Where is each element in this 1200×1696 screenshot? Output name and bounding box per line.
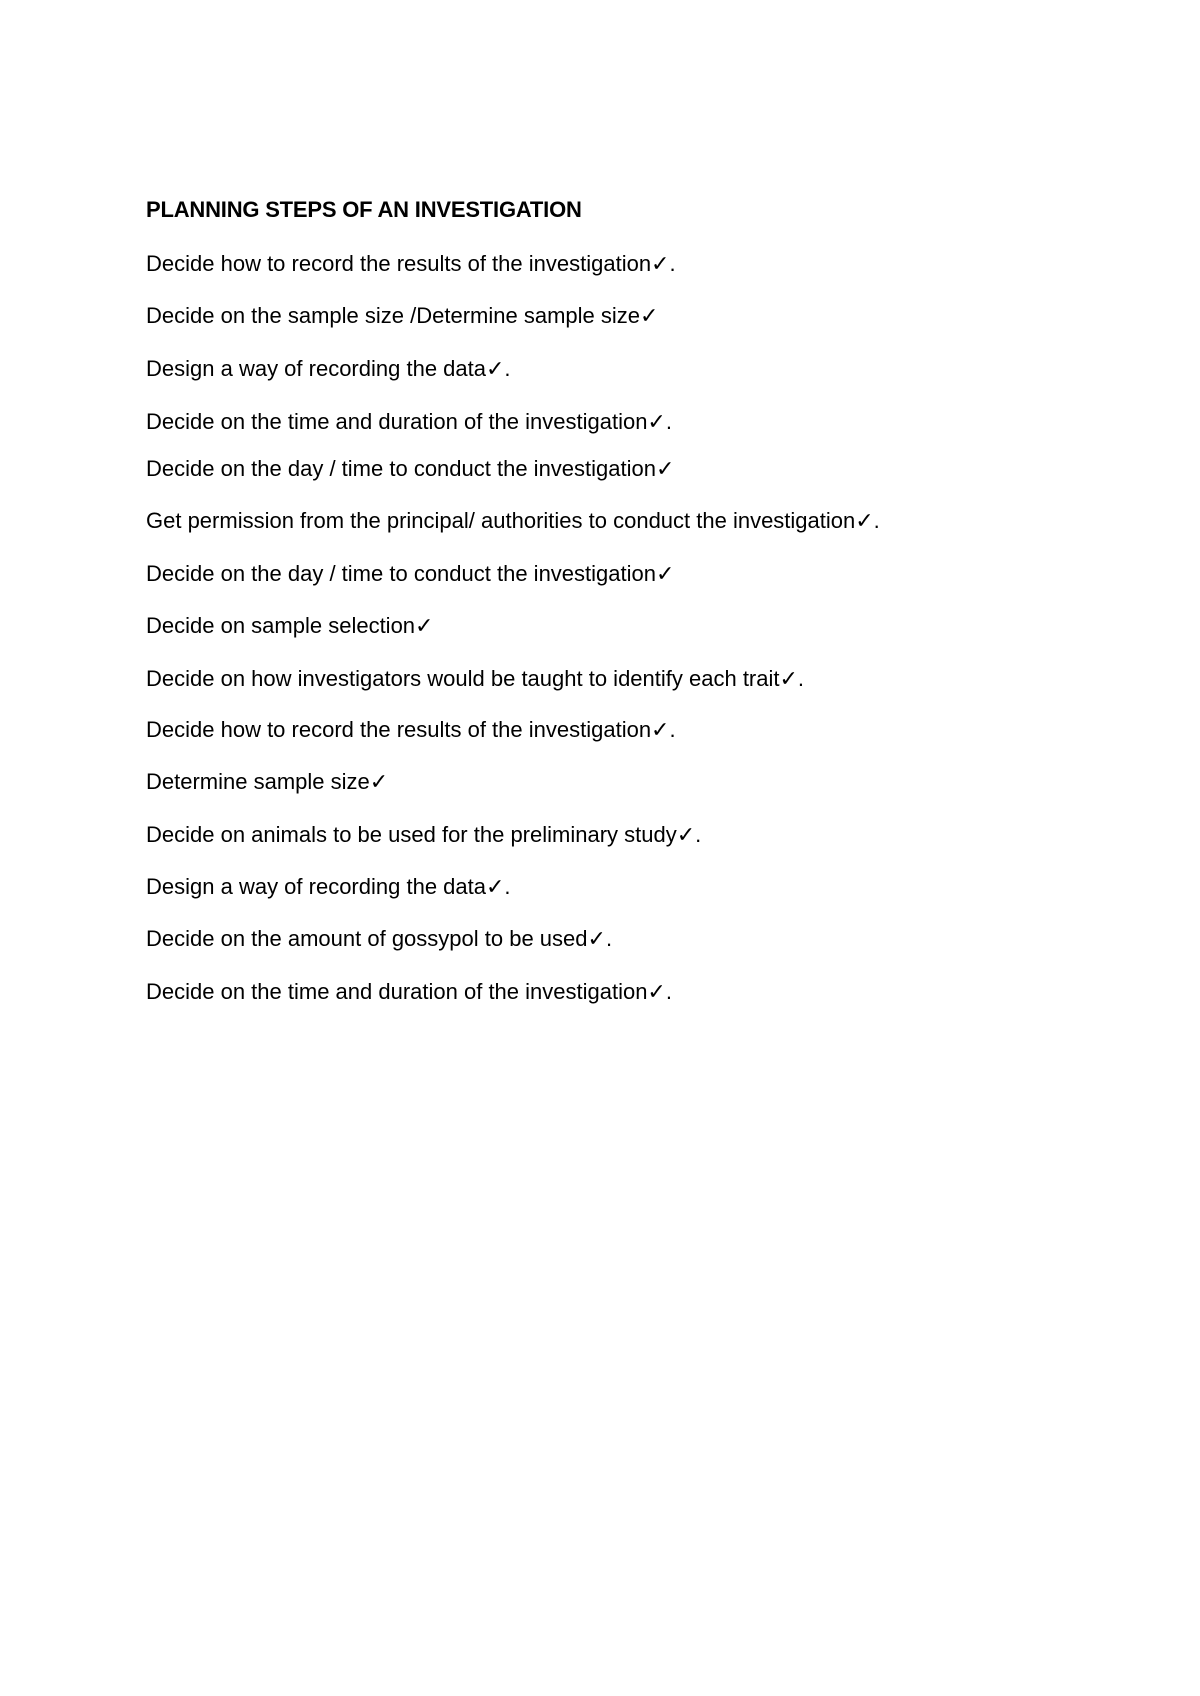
planning-step-15: Decide on the time and duration of the investigation✓.: [146, 979, 672, 1004]
planning-step-2: Decide on the sample size /Determine sample size✓: [146, 303, 659, 328]
document-heading: PLANNING STEPS OF AN INVESTIGATION: [146, 197, 582, 222]
planning-step-8: Decide on sample selection✓: [146, 613, 434, 638]
planning-step-6: Get permission from the principal/ authorities to conduct the investigation✓.: [146, 508, 880, 533]
planning-step-9: Decide on how investigators would be taught to identify each trait✓.: [146, 666, 805, 691]
planning-step-10: Decide how to record the results of the investigation✓.: [146, 717, 676, 742]
planning-step-3: Design a way of recording the data✓.: [146, 356, 511, 381]
planning-step-1: Decide how to record the results of the investigation✓.: [146, 251, 676, 276]
planning-step-13: Design a way of recording the data✓.: [146, 874, 511, 899]
planning-step-5: Decide on the day / time to conduct the investigation✓: [146, 456, 675, 481]
planning-step-11: Determine sample size✓: [146, 769, 389, 794]
planning-step-14: Decide on the amount of gossypol to be used✓.: [146, 926, 613, 951]
planning-step-7: Decide on the day / time to conduct the investigation✓: [146, 561, 675, 586]
planning-step-4: Decide on the time and duration of the investigation✓.: [146, 409, 672, 434]
planning-step-12: Decide on animals to be used for the preliminary study✓.: [146, 822, 702, 847]
